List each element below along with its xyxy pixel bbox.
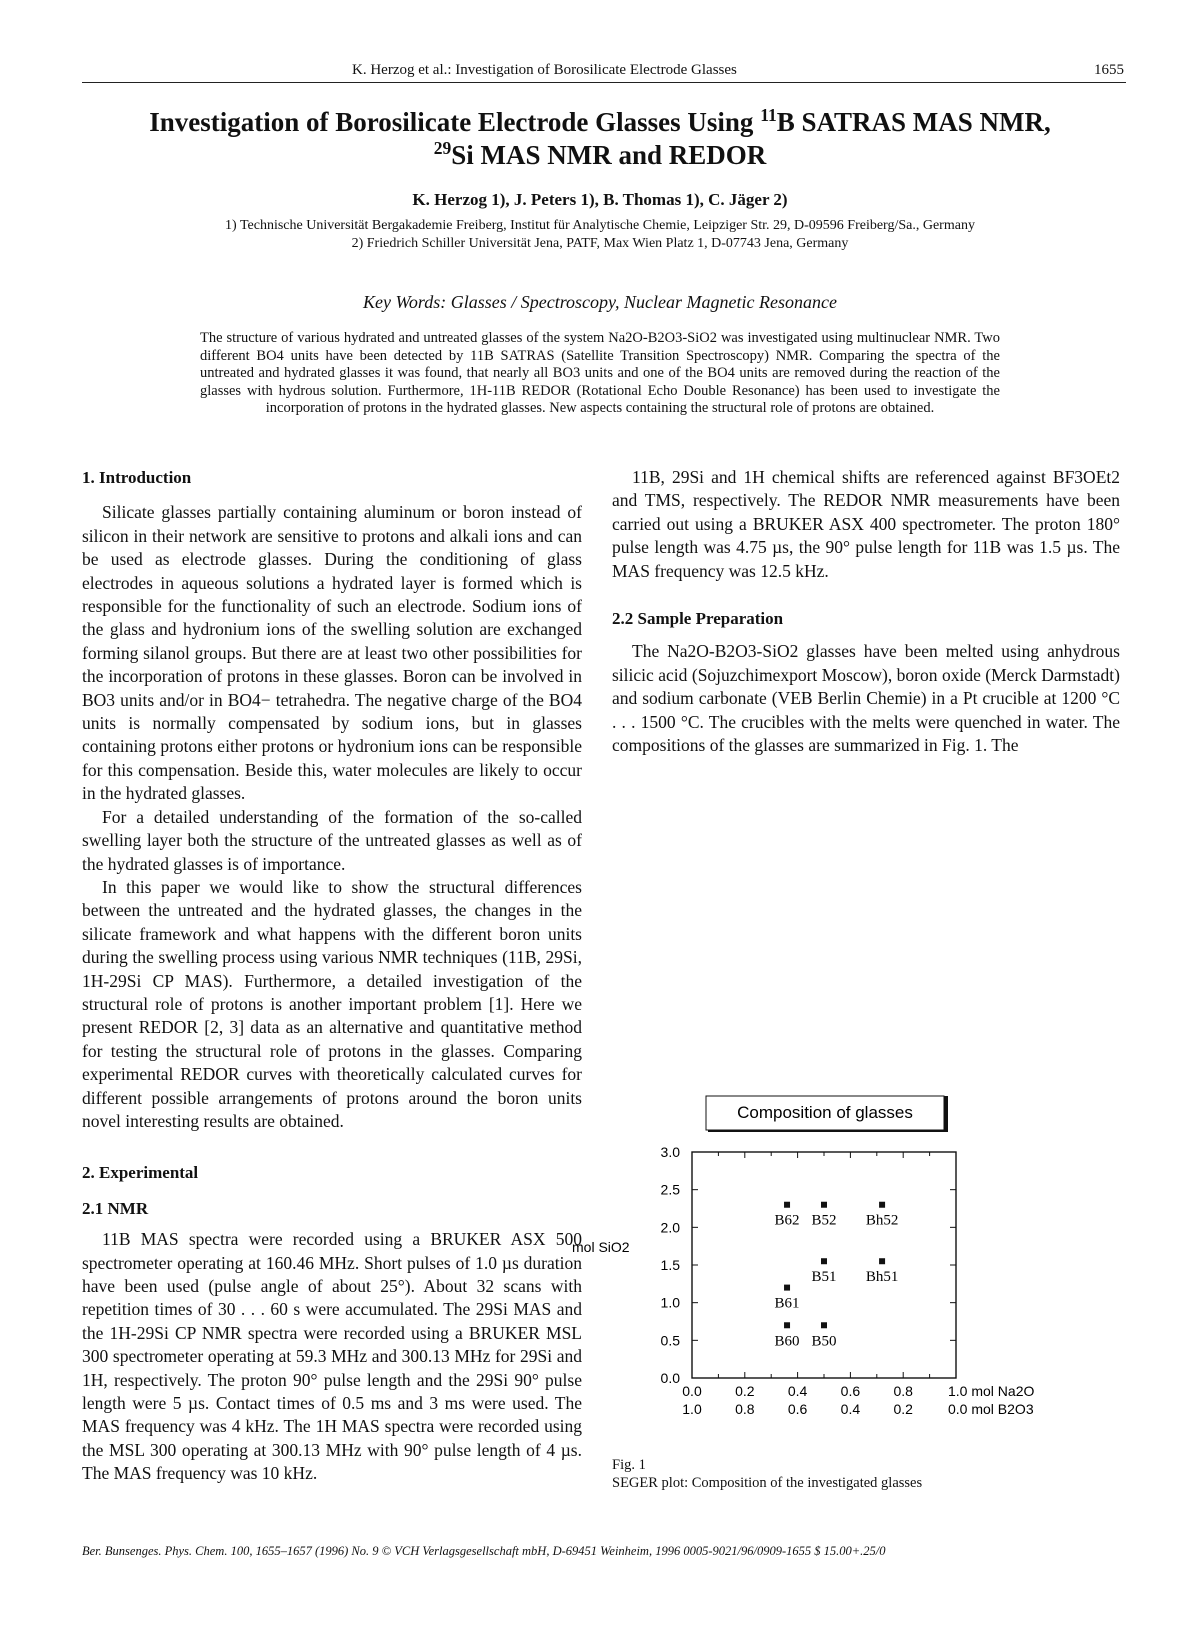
- chart-title: Composition of glasses: [737, 1103, 913, 1122]
- y-tick-label: 0.0: [660, 1370, 680, 1386]
- section-heading: 1. Introduction: [82, 468, 192, 487]
- x-axis-label-na2o: 1.0 mol Na2O: [948, 1383, 1035, 1399]
- subsection-heading: 2.1 NMR: [82, 1198, 149, 1218]
- data-point-label: Bh51: [865, 1269, 899, 1286]
- x-tick-label-na2o: 0.8: [893, 1383, 913, 1399]
- affiliation-1: 1) Technische Universität Bergakademie Freiberg, Institut für Analytische Chemie, Leipziger Str. 29, D-09596 Freiberg/Sa., Germany: [225, 218, 975, 233]
- footer: Ber. Bunsenges. Phys. Chem. 100, 1655–1657 (1996) No. 9 © VCH Verlagsgesellschaft mbH, D-69451 Weinheim, 1996 0005-9021/96/0909-1655 $ 15.00+.25/0: [82, 1544, 886, 1558]
- y-tick-label: 3.0: [660, 1144, 680, 1160]
- abstract: The structure of various hydrated and untreated glasses of the system Na2O-B2O3-SiO2 was investigated using multinuclear NMR. Two different BO4 units have been detected by 11B SATRAS (Satellite Transition Spectroscopy) NMR. Comparing the spectra of the untreated and hydrated glasses it was found, that nearly all BO3 units and one of the BO4 units are removed during the reaction of the glasses with hydrous solution. Furthermore, 1H-11B REDOR (Rotational Echo Double Resonance) has been used to investigate the incorporation of protons in the hydrated glasses. New aspects containing the structural role of protons are obtained.: [200, 330, 1000, 416]
- paragraph: Silicate glasses partially containing aluminum or boron instead of silicon in their network are sensitive to protons and alkali ions and can be used as electrode glasses. During the conditioning of glass electrodes in aqueous solutions a hydrated layer is formed which is responsible for the functionality of such an electrode. Sodium ions of the glass and hydronium ions of the swelling solution are exchanged forming silanol groups. But there are at least two other possibilities for the incorporation of protons in these glasses. Boron can be involved in BO3 units and/or in BO4− tetrahedra. The negative charge of the BO4 units is normally compensated by sodium ions, but in glasses containing protons either protons or hydronium ions can be responsible for this compensation. Beside this, water molecules are likely to occur in the hydrated glasses.: [82, 502, 582, 804]
- x-tick-label-na2o: 0.4: [787, 1383, 808, 1399]
- y-tick-label: 1.0: [660, 1294, 680, 1311]
- data-point: [784, 1285, 790, 1291]
- x-tick-label-b2o3: 0.8: [735, 1401, 755, 1417]
- figure-caption-text: SEGER plot: Composition of the investigated glasses: [612, 1475, 923, 1491]
- x-tick-label-b2o3: 1.0: [682, 1401, 702, 1417]
- data-point-label: B62: [774, 1212, 800, 1229]
- x-tick-label-na2o: 0.6: [840, 1383, 861, 1399]
- data-point-label: Bh52: [865, 1212, 899, 1229]
- right-column: [612, 466, 1120, 757]
- keywords: Key Words: Glasses / Spectroscopy, Nuclear Magnetic Resonance: [363, 292, 837, 312]
- data-point: [821, 1258, 827, 1264]
- section-heading: 2. Experimental: [82, 1163, 199, 1183]
- paper-title: [60, 106, 1140, 172]
- x-tick-label-b2o3: 0.4: [840, 1401, 861, 1417]
- x-tick-label-b2o3: 0.2: [893, 1401, 913, 1417]
- authors: K. Herzog 1), J. Peters 1), B. Thomas 1), C. Jäger 2): [412, 190, 788, 209]
- y-axis-label: mol SiO2: [572, 1239, 630, 1255]
- title-part: B SATRAS MAS NMR,: [776, 107, 1051, 137]
- affiliation-2: 2) Friedrich Schiller Universität Jena, PATF, Max Wien Platz 1, D-07743 Jena, Germany: [351, 236, 849, 251]
- data-point: [879, 1202, 885, 1208]
- page-number: 1655: [1094, 62, 1124, 78]
- y-tick-label: 2.5: [660, 1181, 680, 1198]
- y-tick-label: 1.5: [660, 1257, 680, 1273]
- data-point-label: B60: [774, 1333, 800, 1350]
- subsection-heading: 2.2 Sample Preparation: [612, 609, 784, 629]
- data-point-label: B51: [811, 1269, 837, 1286]
- data-point-label: B52: [811, 1212, 837, 1229]
- y-tick-label: 2.0: [660, 1219, 680, 1236]
- paragraph: In this paper we would like to show the structural differences between the untreated and the hydrated glasses, the changes in the silicate framework and what happens with the different boron units during the swelling process using various NMR techniques (11B, 29Si, 1H-29Si CP MAS). Furthermore, a detailed investigation of the structural role of protons is another important problem [1]. Here we present REDOR [2, 3] data as an alternative and quantitative method for testing the structural role of protons in the glasses. Comparing experimental REDOR curves with theoretically calculated curves for different possible arrangements of protons around the boron units novel interesting results are obtained.: [82, 876, 582, 1131]
- y-tick-label: 0.5: [660, 1332, 680, 1349]
- data-point: [784, 1322, 790, 1328]
- x-axis-label-b2o3: 0.0 mol B2O3: [948, 1401, 1034, 1417]
- title-sup: 29: [433, 138, 452, 158]
- x-tick-label-na2o: 0.2: [735, 1383, 755, 1399]
- paragraph: The Na2O-B2O3-SiO2 glasses have been melted using anhydrous silicic acid (Sojuzchimexport Moscow), boron oxide (Merck Darmstadt) and sodium carbonate (VEB Berlin Chemie) in a Pt crucible at 1200 °C . . . 1500 °C. The crucibles with the melts were quenched in water. The compositions of the glasses are summarized in Fig. 1. The: [612, 641, 1120, 756]
- title-sup: 11: [760, 105, 777, 125]
- x-tick-label-b2o3: 0.6: [787, 1401, 808, 1417]
- data-point: [821, 1322, 827, 1328]
- figure-caption: [612, 1456, 922, 1492]
- figure-label: Fig. 1: [612, 1457, 646, 1473]
- data-point-label: B50: [811, 1333, 837, 1350]
- x-tick-label-na2o: 0.0: [682, 1383, 702, 1399]
- paragraph: 11B MAS spectra were recorded using a BRUKER ASX 500 spectrometer operating at 160.46 MHz. Short pulses of 1.0 µs duration have been used (pulse angle of about 25°). About 32 scans with repetition times of 30 . . . 60 s were accumulated. The 29Si MAS and the 1H-29Si CP NMR spectra were recorded using a BRUKER MSL 300 spectrometer operating at 59.3 MHz and 300.13 MHz for 29Si and 1H, respectively. The proton 90° pulse length and the 29Si 90° pulse length were 5 µs. Contact times of 0.5 ms and 3 ms were used. The MAS frequency was 4 kHz. The 1H MAS spectra were recorded using the MSL 300 operating at 300.13 MHz with 90° pulse length of 4 µs. The MAS frequency was 10 kHz.: [82, 1229, 582, 1484]
- running-title: K. Herzog et al.: Investigation of Borosilicate Electrode Glasses: [352, 62, 737, 78]
- data-point: [784, 1202, 790, 1208]
- data-point: [821, 1202, 827, 1208]
- data-point: [879, 1258, 885, 1264]
- data-point-label: B61: [774, 1295, 800, 1312]
- paragraph: 11B, 29Si and 1H chemical shifts are referenced against BF3OEt2 and TMS, respectively. The REDOR NMR measurements have been carried out using a BRUKER ASX 400 spectrometer. The proton 180° pulse length was 4.75 µs, the 90° pulse length for 11B was 1.5 µs. The MAS frequency was 12.5 kHz.: [612, 467, 1120, 581]
- seger-plot: [572, 1096, 1124, 1456]
- paragraph: For a detailed understanding of the formation of the so-called swelling layer both the structure of the untreated glasses as well as of the hydrated glasses is of importance.: [82, 806, 582, 874]
- title-part: Investigation of Borosilicate Electrode Glasses Using: [149, 107, 761, 137]
- title-part: Si MAS NMR and REDOR: [451, 140, 767, 170]
- running-header: [82, 62, 1126, 83]
- left-column: [82, 466, 582, 1486]
